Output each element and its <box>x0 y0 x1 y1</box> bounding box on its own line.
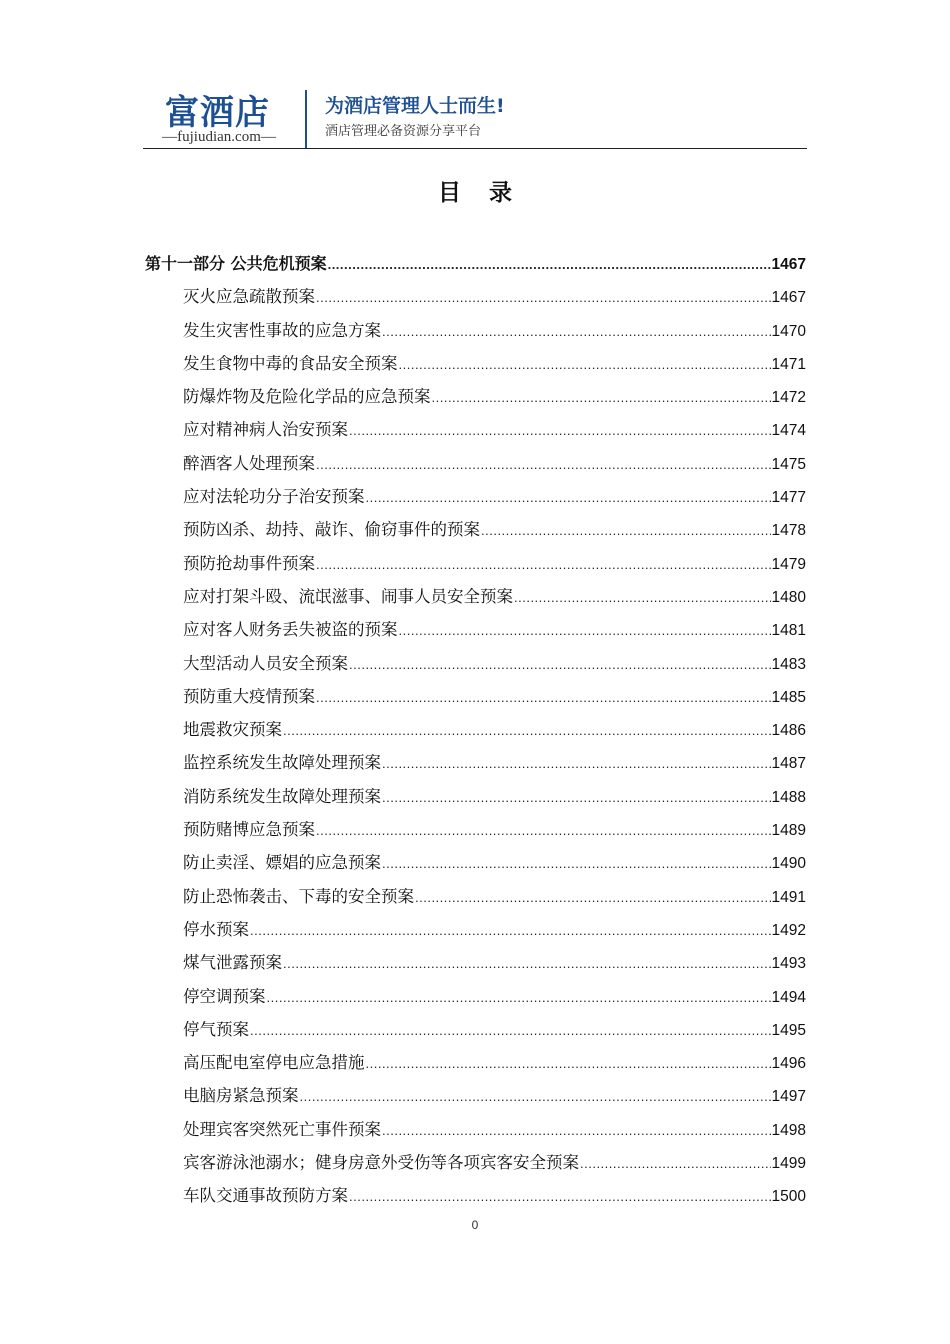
toc-leader-dots <box>283 947 771 980</box>
toc-leader-dots <box>514 581 771 614</box>
toc-entry-page: 1498 <box>771 1121 806 1139</box>
toc-leader-dots <box>366 1047 771 1080</box>
toc-entry-title: 预防凶杀、劫持、敲诈、偷窃事件的预案 <box>183 520 480 540</box>
logo-text: 富酒店 <box>165 93 270 133</box>
toc-entry[interactable] <box>145 1013 806 1046</box>
toc-entry-title: 醉酒客人处理预案 <box>183 453 315 473</box>
toc-entry[interactable] <box>145 647 806 680</box>
toc-entry-page: 1494 <box>771 988 806 1006</box>
toc-entry-title: 第十一部分 公共危机预案 <box>145 254 327 273</box>
toc-entry-title: 车队交通事故预防方案 <box>183 1186 348 1206</box>
toc-entry[interactable] <box>145 280 806 313</box>
toc-entry[interactable] <box>145 314 806 347</box>
toc-entry-page: 1493 <box>771 955 806 973</box>
toc-leader-dots <box>300 1080 771 1113</box>
toc-leader-dots <box>316 448 771 481</box>
toc-entry-page: 1497 <box>771 1088 806 1106</box>
toc-entry[interactable] <box>145 513 806 546</box>
toc-title: 目录 <box>438 180 540 206</box>
toc-entry-page: 1474 <box>771 422 806 440</box>
toc-leader-dots <box>316 548 771 581</box>
header-rule <box>143 148 807 149</box>
toc-entry[interactable] <box>145 880 806 913</box>
toc-entry-page: 1490 <box>771 855 806 873</box>
toc-entry-page: 1471 <box>771 355 806 373</box>
toc-entry[interactable] <box>145 480 806 513</box>
toc-entry-title: 大型活动人员安全预案 <box>183 653 348 673</box>
toc-entry-page: 1478 <box>771 522 806 540</box>
toc-leader-dots <box>382 847 771 880</box>
toc-entry-page: 1477 <box>771 489 806 507</box>
toc-entry-page: 1481 <box>771 622 806 640</box>
toc-entry-title: 停气预案 <box>183 1019 249 1039</box>
toc-leader-dots <box>349 414 771 447</box>
toc-entry[interactable] <box>145 680 806 713</box>
toc-leader-dots <box>316 814 771 847</box>
toc-entry[interactable] <box>145 347 806 380</box>
toc-entry-page: 1492 <box>771 921 806 939</box>
toc-leader-dots <box>349 1180 771 1213</box>
toc-entry-title: 发生灾害性事故的应急方案 <box>183 320 381 340</box>
toc-entry[interactable] <box>145 913 806 946</box>
toc-leader-dots <box>399 348 771 381</box>
toc-entry[interactable] <box>145 613 806 646</box>
slogan-sub: 酒店管理必备资源分享平台 <box>325 124 482 139</box>
toc-entry-page: 1470 <box>771 322 806 340</box>
toc-entry[interactable] <box>145 1146 806 1179</box>
toc-leader-dots <box>349 648 771 681</box>
toc-entry[interactable] <box>145 946 806 979</box>
toc-entry-title: 预防抢劫事件预案 <box>183 553 315 573</box>
toc-entry-page: 1499 <box>771 1155 806 1173</box>
toc-entry[interactable] <box>145 1179 806 1212</box>
toc-entry-page: 1487 <box>771 755 806 773</box>
toc-section-entry[interactable] <box>145 247 806 280</box>
toc-entry[interactable] <box>145 547 806 580</box>
toc-entry-page: 1472 <box>771 389 806 407</box>
toc-entry[interactable] <box>145 780 806 813</box>
toc-entry[interactable] <box>145 1113 806 1146</box>
page-number: 0 <box>471 1218 479 1232</box>
toc-entry-title: 预防重大疫情预案 <box>183 686 315 706</box>
toc-leader-dots <box>399 614 771 647</box>
toc-entry-page: 1480 <box>771 588 806 606</box>
toc-entry-title: 监控系统发生故障处理预案 <box>183 753 381 773</box>
toc-list <box>145 247 806 1213</box>
toc-entry[interactable] <box>145 1046 806 1079</box>
toc-entry-title: 应对打架斗殴、流氓滋事、闹事人员安全预案 <box>183 586 513 606</box>
toc-leader-dots <box>382 1114 771 1147</box>
toc-entry-title: 高压配电室停电应急措施 <box>183 1053 365 1073</box>
page-header <box>143 82 807 150</box>
toc-entry-title: 电脑房紧急预案 <box>183 1086 299 1106</box>
toc-leader-dots <box>382 315 771 348</box>
toc-entry-page: 1467 <box>771 289 806 307</box>
toc-entry-title: 停空调预案 <box>183 986 266 1006</box>
toc-entry-page: 1489 <box>771 822 806 840</box>
toc-entry-title: 地震救灾预案 <box>183 720 282 740</box>
toc-entry[interactable] <box>145 413 806 446</box>
toc-entry-title: 应对精神病人治安预案 <box>183 420 348 440</box>
toc-leader-dots <box>250 914 771 947</box>
toc-entry-page: 1486 <box>771 722 806 740</box>
logo-url: —fujiudian.com— <box>162 129 276 145</box>
toc-entry-title: 灭火应急疏散预案 <box>183 287 315 307</box>
toc-entry[interactable] <box>145 380 806 413</box>
toc-entry-title: 煤气泄露预案 <box>183 953 282 973</box>
toc-leader-dots <box>316 681 771 714</box>
toc-entry-title: 预防赌博应急预案 <box>183 820 315 840</box>
toc-leader-dots <box>481 514 771 547</box>
toc-entry-title: 应对法轮功分子治安预案 <box>183 487 365 507</box>
toc-entry-page: 1500 <box>771 1188 806 1206</box>
toc-entry-title: 发生食物中毒的食品安全预案 <box>183 353 398 373</box>
toc-leader-dots <box>250 1014 771 1047</box>
toc-entry-title: 消防系统发生故障处理预案 <box>183 786 381 806</box>
toc-entry-title: 防止卖淫、嫖娼的应急预案 <box>183 853 381 873</box>
toc-entry-title: 宾客游泳池溺水；健身房意外受伤等各项宾客安全预案 <box>183 1153 579 1173</box>
toc-entry-page: 1495 <box>771 1021 806 1039</box>
toc-leader-dots <box>267 981 771 1014</box>
toc-leader-dots <box>415 881 771 914</box>
toc-entry-title: 停水预案 <box>183 919 249 939</box>
toc-leader-dots <box>580 1147 771 1180</box>
toc-entry-page: 1491 <box>771 888 806 906</box>
toc-entry[interactable] <box>145 580 806 613</box>
toc-entry[interactable] <box>145 813 806 846</box>
toc-entry-title: 防止恐怖袭击、下毒的安全预案 <box>183 886 414 906</box>
toc-entry[interactable] <box>145 846 806 879</box>
toc-entry[interactable] <box>145 746 806 779</box>
toc-entry-page: 1496 <box>771 1055 806 1073</box>
toc-leader-dots <box>382 781 771 814</box>
toc-entry-page: 1467 <box>771 256 806 273</box>
toc-leader-dots <box>316 281 771 314</box>
toc-leader-dots <box>328 248 771 281</box>
toc-entry[interactable] <box>145 1079 806 1112</box>
toc-entry[interactable] <box>145 713 806 746</box>
toc-leader-dots <box>283 714 771 747</box>
toc-leader-dots <box>366 481 771 514</box>
slogan-main: 为酒店管理人士而生! <box>325 95 505 117</box>
toc-entry-page: 1488 <box>771 788 806 806</box>
toc-entry-title: 防爆炸物及危险化学品的应急预案 <box>183 387 431 407</box>
toc-entry[interactable] <box>145 447 806 480</box>
toc-entry-page: 1475 <box>771 455 806 473</box>
toc-leader-dots <box>432 381 771 414</box>
toc-entry[interactable] <box>145 980 806 1013</box>
toc-entry-title: 应对客人财务丢失被盗的预案 <box>183 620 398 640</box>
header-divider <box>305 90 307 148</box>
toc-leader-dots <box>382 747 771 780</box>
toc-entry-page: 1483 <box>771 655 806 673</box>
toc-entry-page: 1479 <box>771 555 806 573</box>
toc-entry-page: 1485 <box>771 688 806 706</box>
toc-entry-title: 处理宾客突然死亡事件预案 <box>183 1119 381 1139</box>
